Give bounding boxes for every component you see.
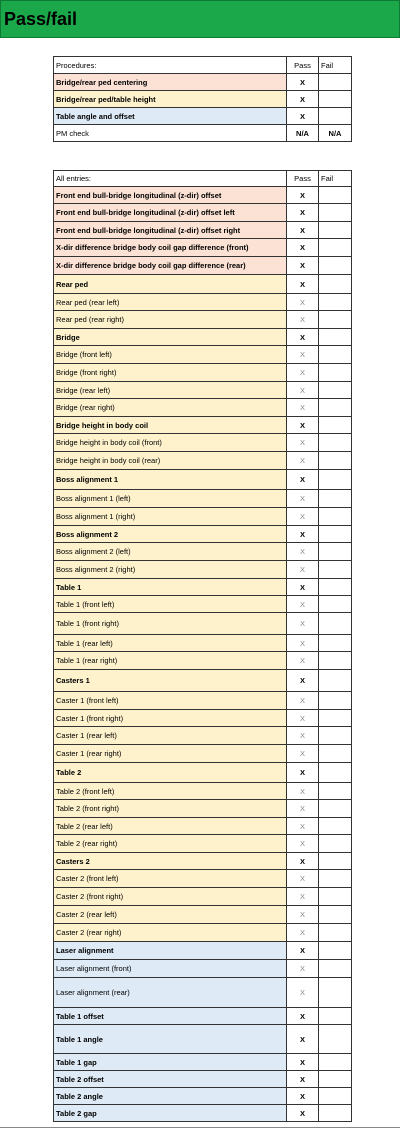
table-row [54,526,352,543]
row-label: Bridge [54,329,287,346]
title-bar [0,0,400,38]
table-row [54,204,352,222]
table-row [54,187,352,204]
pass-cell[interactable]: X [287,924,319,942]
pass-cell[interactable]: X [287,1105,319,1122]
pass-cell[interactable]: X [287,888,319,906]
row-label: Boss alignment 2 [54,526,287,543]
fail-cell[interactable] [319,526,352,543]
fail-cell[interactable] [319,490,352,508]
row-label: Caster 1 (rear left) [54,727,287,745]
table-row [54,222,352,239]
table-row [54,613,352,635]
row-label: Bridge height in body coil (rear) [54,452,287,470]
row-label: Table 2 angle [54,1088,287,1105]
row-label: Caster 1 (front right) [54,710,287,727]
fail-column-header: Fail [319,57,352,74]
fail-cell[interactable] [319,91,352,108]
pass-cell[interactable]: X [287,692,319,710]
fail-cell[interactable] [319,1105,352,1122]
fail-cell[interactable] [319,745,352,763]
table-row [54,382,352,399]
row-label: Caster 1 (front left) [54,692,287,710]
fail-cell[interactable] [319,783,352,800]
table-row [54,399,352,417]
pass-cell[interactable]: X [287,311,319,329]
row-label: Boss alignment 2 (left) [54,543,287,561]
row-label: Table 1 offset [54,1008,287,1025]
pass-cell[interactable]: N/A [287,125,319,142]
row-label: Table 1 angle [54,1025,287,1054]
table-row [54,635,352,652]
table-row [54,800,352,818]
fail-cell[interactable] [319,508,352,526]
fail-cell[interactable] [319,670,352,692]
table-row [54,346,352,364]
fail-cell[interactable] [319,329,352,346]
fail-cell[interactable] [319,311,352,329]
fail-cell[interactable] [319,561,352,579]
table-row [54,1105,352,1122]
pass-cell[interactable]: X [287,652,319,670]
fail-cell[interactable] [319,108,352,125]
row-label: Bridge/rear ped centering [54,74,287,91]
fail-cell[interactable] [319,1008,352,1025]
pass-cell[interactable]: X [287,710,319,727]
fail-cell[interactable] [319,187,352,204]
pass-cell[interactable]: X [287,763,319,783]
table-row [54,888,352,906]
pass-cell[interactable]: X [287,783,319,800]
pass-cell[interactable]: X [287,960,319,978]
table-row [54,91,352,108]
table-row [54,490,352,508]
pass-cell[interactable]: X [287,561,319,579]
row-label: Boss alignment 2 (right) [54,561,287,579]
table-row [54,763,352,783]
row-label: PM check [54,125,287,142]
row-label: Bridge (rear left) [54,382,287,399]
fail-cell[interactable] [319,710,352,727]
fail-cell[interactable] [319,399,352,417]
pass-cell[interactable]: X [287,275,319,294]
row-label: Rear ped (rear left) [54,294,287,311]
pass-cell[interactable]: X [287,978,319,1008]
procedures-header-row [54,57,352,74]
pass-cell[interactable]: X [287,835,319,853]
fail-cell[interactable] [319,978,352,1008]
pass-cell[interactable]: X [287,434,319,452]
pass-cell[interactable]: X [287,870,319,888]
page-title: Pass/fail [4,8,78,29]
bottom-divider [0,1127,400,1128]
row-label: Laser alignment (front) [54,960,287,978]
fail-cell[interactable] [319,870,352,888]
pass-cell[interactable]: X [287,294,319,311]
pass-cell[interactable]: X [287,579,319,596]
fail-cell[interactable] [319,1088,352,1105]
procedures-table [53,56,352,142]
table-row [54,434,352,452]
fail-cell[interactable] [319,835,352,853]
pass-cell[interactable]: X [287,853,319,870]
pass-cell[interactable]: X [287,613,319,635]
entries-header-row [54,171,352,187]
procedures-header: Procedures: [54,57,287,74]
fail-cell[interactable] [319,692,352,710]
pass-cell[interactable]: X [287,818,319,835]
table-row [54,652,352,670]
row-label: Caster 2 (front right) [54,888,287,906]
fail-cell[interactable] [319,800,352,818]
row-label: Bridge (front right) [54,364,287,382]
row-label: Bridge height in body coil [54,417,287,434]
table-row [54,257,352,275]
entries-header: All entries: [54,171,287,187]
table-row [54,74,352,91]
row-label: Caster 1 (rear right) [54,745,287,763]
row-label: Laser alignment (rear) [54,978,287,1008]
fail-cell[interactable] [319,906,352,924]
table-row [54,727,352,745]
row-label: Table 1 (front right) [54,613,287,635]
table-row [54,239,352,257]
row-label: Table 1 [54,579,287,596]
fail-cell[interactable] [319,652,352,670]
row-label: Table 1 gap [54,1054,287,1071]
table-row [54,561,352,579]
row-label: Table 2 [54,763,287,783]
pass-cell[interactable]: X [287,382,319,399]
row-label: Bridge (front left) [54,346,287,364]
pass-cell[interactable]: X [287,108,319,125]
pass-cell[interactable]: X [287,727,319,745]
row-label: Table 2 (rear right) [54,835,287,853]
table-row [54,745,352,763]
table-row [54,835,352,853]
pass-cell[interactable]: X [287,346,319,364]
pass-cell[interactable]: X [287,526,319,543]
pass-cell[interactable]: X [287,1025,319,1054]
pass-cell[interactable]: X [287,452,319,470]
fail-cell[interactable] [319,294,352,311]
fail-cell[interactable] [319,635,352,652]
fail-cell[interactable] [319,763,352,783]
row-label: Table 2 (front left) [54,783,287,800]
table-row [54,275,352,294]
pass-cell[interactable]: X [287,187,319,204]
pass-cell[interactable]: X [287,1054,319,1071]
table-row [54,579,352,596]
pass-cell[interactable]: X [287,543,319,561]
row-label: Caster 2 (front left) [54,870,287,888]
fail-cell[interactable] [319,853,352,870]
fail-cell[interactable] [319,434,352,452]
pass-cell[interactable]: X [287,942,319,960]
table-row [54,1088,352,1105]
pass-cell[interactable]: X [287,800,319,818]
pass-cell[interactable]: X [287,239,319,257]
table-row [54,692,352,710]
fail-cell[interactable] [319,382,352,399]
fail-column-header: Fail [319,171,352,187]
row-label: X-dir difference bridge body coil gap difference (rear) [54,257,287,275]
fail-cell[interactable] [319,960,352,978]
row-label: Front end bull-bridge longitudinal (z-dir) offset left [54,204,287,222]
pass-cell[interactable]: X [287,596,319,613]
table-row [54,508,352,526]
table-row [54,364,352,382]
fail-cell[interactable] [319,1071,352,1088]
table-row [54,906,352,924]
fail-cell[interactable] [319,204,352,222]
fail-cell[interactable] [319,596,352,613]
pass-cell[interactable]: X [287,1008,319,1025]
fail-cell[interactable] [319,74,352,91]
fail-cell[interactable] [319,417,352,434]
table-row [54,870,352,888]
row-label: Bridge (rear right) [54,399,287,417]
pass-cell[interactable]: X [287,329,319,346]
row-label: Bridge height in body coil (front) [54,434,287,452]
row-label: Boss alignment 1 (left) [54,490,287,508]
table-row [54,1025,352,1054]
row-label: Casters 1 [54,670,287,692]
pass-cell[interactable]: X [287,222,319,239]
row-label: Caster 2 (rear right) [54,924,287,942]
table-row [54,294,352,311]
pass-cell[interactable]: X [287,670,319,692]
table-row [54,1008,352,1025]
row-label: Table 2 offset [54,1071,287,1088]
row-label: Rear ped (rear right) [54,311,287,329]
fail-cell[interactable] [319,275,352,294]
fail-cell[interactable] [319,888,352,906]
fail-cell[interactable] [319,364,352,382]
fail-cell[interactable] [319,239,352,257]
table-row [54,470,352,490]
fail-cell[interactable] [319,222,352,239]
table-row [54,311,352,329]
row-label: Caster 2 (rear left) [54,906,287,924]
row-label: X-dir difference bridge body coil gap difference (front) [54,239,287,257]
row-label: Table 1 (rear right) [54,652,287,670]
table-row [54,125,352,142]
row-label: Front end bull-bridge longitudinal (z-dir) offset right [54,222,287,239]
fail-cell[interactable]: N/A [319,125,352,142]
fail-cell[interactable] [319,470,352,490]
pass-cell[interactable]: X [287,745,319,763]
fail-cell[interactable] [319,942,352,960]
pass-column-header: Pass [287,57,319,74]
pass-cell[interactable]: X [287,399,319,417]
pass-cell[interactable]: X [287,91,319,108]
fail-cell[interactable] [319,579,352,596]
row-label: Table 2 (rear left) [54,818,287,835]
pass-cell[interactable]: X [287,490,319,508]
fail-cell[interactable] [319,543,352,561]
row-label: Table 1 (front left) [54,596,287,613]
pass-column-header: Pass [287,171,319,187]
fail-cell[interactable] [319,346,352,364]
table-row [54,710,352,727]
pass-cell[interactable]: X [287,635,319,652]
row-label: Table 1 (rear left) [54,635,287,652]
fail-cell[interactable] [319,818,352,835]
table-row [54,942,352,960]
fail-cell[interactable] [319,257,352,275]
row-label: Laser alignment [54,942,287,960]
row-label: Boss alignment 1 (right) [54,508,287,526]
row-label: Rear ped [54,275,287,294]
table-row [54,818,352,835]
fail-cell[interactable] [319,1025,352,1054]
table-row [54,853,352,870]
table-row [54,924,352,942]
pass-cell[interactable]: X [287,508,319,526]
pass-cell[interactable]: X [287,204,319,222]
pass-cell[interactable]: X [287,417,319,434]
table-row [54,108,352,125]
table-row [54,783,352,800]
row-label: Front end bull-bridge longitudinal (z-dir) offset [54,187,287,204]
table-row [54,670,352,692]
row-label: Casters 2 [54,853,287,870]
table-row [54,329,352,346]
table-row [54,452,352,470]
table-row [54,978,352,1008]
table-row [54,1054,352,1071]
fail-cell[interactable] [319,613,352,635]
fail-cell[interactable] [319,452,352,470]
pass-cell[interactable]: X [287,1071,319,1088]
table-row [54,543,352,561]
table-row [54,1071,352,1088]
pass-cell[interactable]: X [287,257,319,275]
pass-cell[interactable]: X [287,364,319,382]
row-label: Boss alignment 1 [54,470,287,490]
row-label: Table angle and offset [54,108,287,125]
table-row [54,960,352,978]
fail-cell[interactable] [319,727,352,745]
table-row [54,596,352,613]
row-label: Bridge/rear ped/table height [54,91,287,108]
all-entries-table [53,170,352,1122]
fail-cell[interactable] [319,924,352,942]
pass-cell[interactable]: X [287,906,319,924]
pass-cell[interactable]: X [287,470,319,490]
fail-cell[interactable] [319,1054,352,1071]
pass-cell[interactable]: X [287,74,319,91]
row-label: Table 2 (front right) [54,800,287,818]
table-row [54,417,352,434]
row-label: Table 2 gap [54,1105,287,1122]
pass-cell[interactable]: X [287,1088,319,1105]
